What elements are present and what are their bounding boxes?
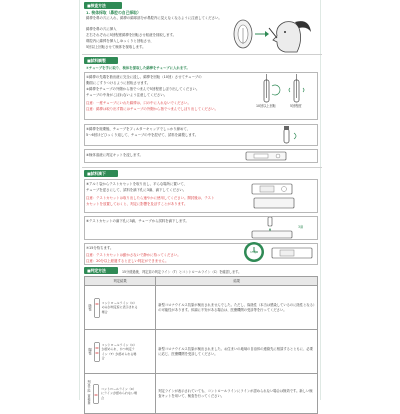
step2-heading: ②チューブを手に取り、検体を採取した綿棒をチューブに入れます。	[86, 66, 190, 70]
page-border-left	[79, 0, 80, 400]
row-description: 新型コロナウイルス抗原が検出されました。お住まいの地域の自治体の連絡先に相談するとともに、必要に応じ、医療機関を受診してください。	[156, 330, 318, 374]
row-description: 判定ラインが表示されていても、コントロールラインにラインが認められない場合は無効です。新しい検査キットを用いて、検査を行ってください。	[156, 374, 318, 414]
cassette-positive-icon	[94, 342, 100, 362]
step7-text: ⑦15分待ちます。	[86, 246, 114, 250]
step1-heading: 1. 検体採取（鼻腔の自己採取）	[86, 10, 141, 15]
label-5-times: 5回程度	[290, 104, 302, 108]
step5-warning-b: カセットを放置しておくと、判定に影響を及ぼすことがあります。	[86, 202, 188, 206]
page-border-right	[320, 0, 321, 400]
section-title-sample-drop: ■試料滴下	[84, 170, 118, 177]
step6-text: ⑥テストカセットの滴下孔に3滴、チューブから試料を滴下します。	[86, 219, 189, 223]
swab-nose-illustration	[225, 18, 320, 58]
divider-2	[82, 167, 322, 168]
step7-warning-b: 注意：20分以上経過すると正しい判定ができません。	[86, 259, 169, 263]
divider-1	[82, 54, 322, 55]
section-title-judgement: ■判定方法	[84, 267, 118, 274]
table-row-negative	[85, 286, 318, 330]
judgement-table	[84, 276, 318, 414]
cassette-negative-icon	[94, 298, 100, 318]
table-row-positive	[85, 330, 318, 374]
col-header-result: 判定結果	[85, 277, 156, 286]
section-title-sample-prep: ■試料調製	[84, 57, 118, 64]
step2-text-d: チューブの中身がこぼれないよう注意してください。	[86, 93, 168, 97]
section-title-test-method: ■検査方法	[84, 2, 122, 9]
step1-text-d: 鼻腔内に綿棒を挿入しゆっくりと回転させ、	[86, 39, 154, 43]
step2-text-a: ①綿棒の先端を抽出液に完全に浸し、綿棒を回転（10回）させてチューブの	[86, 75, 202, 79]
drop-illustration	[248, 217, 316, 239]
tube-right-icon	[289, 74, 304, 102]
step5-text-a: ⑤アルミ袋からテストカセットを取り出し、平らな場所に置いて、	[86, 182, 187, 186]
row-kind-label: 陽性	[87, 348, 92, 355]
step3-heading: ③綿棒を廃棄後、チューブをフィルターキャップでしっかり締めて、	[86, 127, 191, 131]
step1-text-e: 5回以上回転させて検体を採取します。	[86, 45, 146, 49]
step7-warning-a: 注意：テストカセットは動かさないで静かに待ってください。	[86, 253, 181, 257]
step4-text: ④検体溶液に判定キットを浸します。	[86, 153, 143, 157]
swab-packet-icon	[234, 20, 252, 48]
tube-swab-illustration	[252, 72, 318, 116]
row-description: 新型コロナウイルス抗原が検出されませんでした。ただし、偽陰性（本当は感染しているのに陰性となる）の可能性があります。体調に不安がある場合は、医療機関の受診等を行ってください。	[156, 286, 318, 330]
step2-warning-a: 注意：一度チューブにいれた綿棒は、口の中に入れないでください。	[86, 101, 191, 105]
step1-text-b: 綿棒を鼻の穴に挿入	[86, 27, 117, 31]
tube-cap-illustration	[270, 125, 310, 147]
step5-warning-a: 注意：テストカセットは取り出したら速やかに使用してください。開封後は、テスト	[86, 196, 215, 200]
tube-left-icon	[264, 74, 280, 102]
judgement-intro: 15分経過後、判定窓の判定ライン（T）とコントロールライン（C）を確認します。	[122, 270, 242, 274]
label-3-drops: 3滴	[298, 225, 304, 229]
label-10-rotations: 10回以上回転	[256, 104, 276, 108]
table-row-invalid	[85, 374, 318, 414]
row-condition: コントロールライン（C）にラインが認められない場合	[101, 387, 137, 400]
step2-text-b: 側面にこすりつけるように回転させます。	[86, 81, 151, 85]
face-profile-icon	[269, 21, 311, 52]
row-kind-label: 判定不能（再検査）	[87, 380, 92, 407]
row-condition: コントロールライン（C）が認められ、かつ判定ライン（T）が認められる場合	[101, 343, 137, 360]
col-header-description: 結果	[156, 277, 318, 286]
cassette-pouch-illustration	[248, 180, 316, 212]
test-cassette-illustration	[244, 150, 294, 162]
step3-text: 5～6回ほどひっくり返して、チューブの中を混ぜて、試料を調製します。	[86, 133, 199, 137]
row-condition: コントロールライン（C）のみが判定窓に表示される場合	[101, 301, 138, 314]
step1-text-a: 綿棒を鼻の穴に入れ、綿棒の綿球部分が鼻腔内に見えなくなるように注意してください。	[86, 16, 222, 20]
step5-text-b: チューブを逆さにして、試料を滴下孔に3滴、滴下してください。	[86, 188, 187, 192]
cassette-invalid-icon	[93, 384, 99, 404]
step2-warning-b: 注意：綿棒は取り出す際にはチューブの外側から指でつまんでしぼり出してください。	[86, 107, 218, 111]
label-15-minutes: 15分	[250, 250, 257, 254]
step1-text-c: 左右それぞれに5回程度綿棒を回転させ粘液を採取します。	[86, 33, 177, 37]
row-kind-label: 陰性	[87, 304, 92, 311]
step2-text-c: ②綿棒をチューブの外側から指でつまんで5回程度しぼり出してください。	[86, 87, 200, 91]
